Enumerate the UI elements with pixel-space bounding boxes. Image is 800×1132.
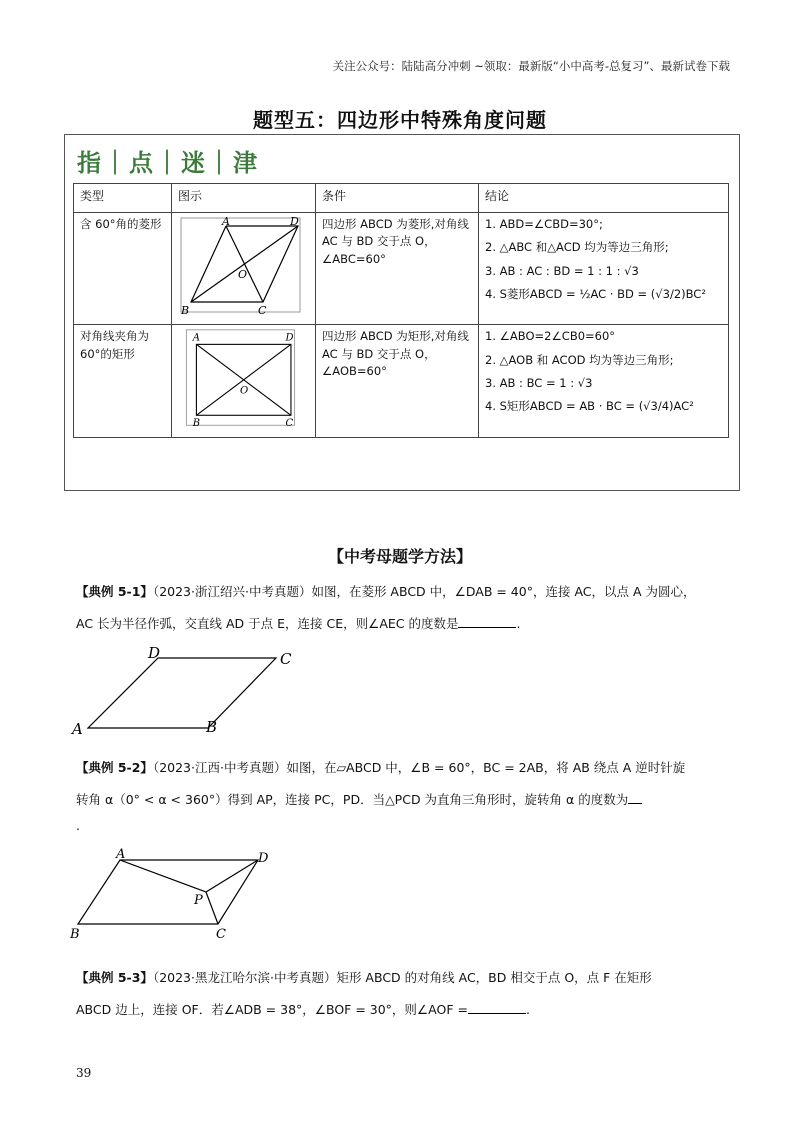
- label-O: O: [238, 268, 248, 281]
- table-row: [74, 325, 729, 437]
- row2-conclusion-1: 1. ∠ABO=2∠CB0=60°: [485, 329, 616, 344]
- row1-type: 含 60°角的菱形: [74, 213, 172, 325]
- example-text: ABCD 边上，连接 OF．若∠ADB = 38°，∠BOF = 30°，则∠AOF =: [76, 1002, 468, 1017]
- row1-figure: [172, 213, 316, 325]
- row2-conclusions: [479, 325, 729, 437]
- answer-blank: [628, 791, 642, 804]
- row1-conclusion-2: 2. △ABC 和△ACD 均为等边三角形;: [485, 240, 669, 255]
- label-C: C: [285, 418, 294, 429]
- section-title: 【中考母题学方法】: [327, 547, 472, 566]
- rectangle-figure: [178, 328, 303, 428]
- example-5-1-figure: [70, 644, 310, 738]
- row2-conclusion-2: 2. △AOB 和 ACOD 均为等边三角形;: [485, 352, 674, 367]
- answer-blank: [458, 615, 516, 628]
- example-tag: 【典例 5-2】: [76, 760, 153, 775]
- example-5-3: [76, 962, 736, 1026]
- label-A: A: [192, 332, 201, 344]
- example-text: （2023·浙江绍兴·中考真题）如图，在菱形 ABCD 中，∠DAB = 40°，连接 AC，以点 A 为圆心，: [152, 584, 696, 599]
- label-A: A: [116, 847, 126, 862]
- example-text: 转角 α（0° < α < 360°）得到 AP，连接 PC，PD．当△PCD 为直角三角形时，旋转角 α 的度数为: [76, 792, 629, 807]
- row1-conclusion-3: 3. AB : AC : BD = 1 : 1 : √3: [485, 263, 639, 278]
- header-condition: 条件: [316, 184, 479, 213]
- label-B: B: [206, 718, 218, 736]
- row2-conclusion-3: 3. AB : BC = 1 : √3: [485, 375, 593, 390]
- period: .: [525, 1002, 530, 1017]
- period: .: [516, 616, 521, 631]
- label-B: B: [70, 927, 80, 942]
- label-C: C: [258, 304, 267, 316]
- label-D: D: [290, 216, 299, 228]
- example-tag: 【典例 5-1】: [76, 584, 153, 599]
- header-note: 关注公众号：陆陆高分冲刺 ~领取：最新版“小中高考-总复习”、最新试卷下载: [332, 59, 730, 73]
- row1-conclusions: [479, 213, 729, 325]
- label-C: C: [280, 650, 292, 668]
- example-5-1: [76, 576, 736, 640]
- example-tag: 【典例 5-3】: [76, 970, 153, 985]
- row2-type: 对角线夹角为 60°的矩形: [74, 325, 172, 437]
- label-P: P: [194, 893, 203, 908]
- label-B: B: [192, 418, 201, 429]
- tips-table: [73, 183, 729, 438]
- row2-conclusion-4: 4. S矩形ABCD = AB · BC = (√3/4)AC²: [485, 399, 694, 413]
- example-5-2-figure: [68, 846, 288, 942]
- table-row: [74, 213, 729, 325]
- tips-banner: 指｜点｜迷｜津: [77, 148, 259, 177]
- example-text: AC 长为半径作弧，交直线 AD 于点 E，连接 CE，则∠AEC 的度数是: [76, 616, 459, 631]
- answer-blank: [468, 1001, 526, 1014]
- label-C: C: [216, 927, 226, 942]
- header-type: 类型: [74, 184, 172, 213]
- page-number: 39: [76, 1066, 92, 1080]
- example-text: .: [76, 818, 80, 833]
- label-B: B: [181, 304, 190, 316]
- header-figure: 图示: [172, 184, 316, 213]
- label-O: O: [240, 385, 249, 397]
- tips-box: [64, 134, 740, 491]
- label-D: D: [285, 332, 294, 344]
- row1-condition: 四边形 ABCD 为菱形,对角线 AC 与 BD 交于点 O，∠ABC=60°: [316, 213, 479, 325]
- label-A: A: [72, 720, 83, 738]
- row2-condition: 四边形 ABCD 为矩形,对角线 AC 与 BD 交于点 O，∠AOB=60°: [316, 325, 479, 437]
- page-title: 题型五：四边形中特殊角度问题: [253, 108, 547, 132]
- rhombus-figure: [178, 216, 303, 316]
- label-A: A: [222, 216, 230, 228]
- header-conclusion: 结论: [479, 184, 729, 213]
- example-text: （2023·黑龙江哈尔滨·中考真题）矩形 ABCD 的对角线 AC，BD 相交于点 O，点 F 在矩形: [152, 970, 652, 985]
- table-header-row: [74, 184, 729, 213]
- row1-conclusion-1: 1. ABD=∠CBD=30°;: [485, 217, 603, 231]
- example-text: （2023·江西·中考真题）如图，在▱ABCD 中，∠B = 60°，BC = 2AB，将 AB 绕点 A 逆时针旋: [152, 760, 686, 775]
- row2-figure: [172, 325, 316, 437]
- label-D: D: [258, 851, 269, 866]
- example-5-2: [76, 752, 736, 836]
- label-D: D: [148, 644, 161, 662]
- row1-conclusion-4: 4. S菱形ABCD = ½AC · BD = (√3/2)BC²: [485, 286, 706, 301]
